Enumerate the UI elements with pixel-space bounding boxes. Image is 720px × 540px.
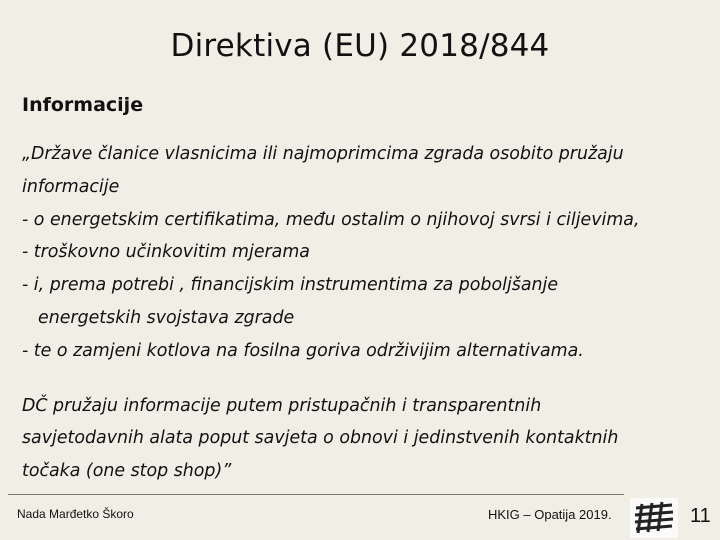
bullet-line: - o energetskim certifikatima, među ostalim o njihovoj svrsi i ciljevima, <box>22 209 640 230</box>
hkig-logo-icon <box>628 496 680 540</box>
bullet-line: - i, prema potrebi , financijskim instrumentima za poboljšanje <box>22 275 559 296</box>
bullet-line: - te o zamjeni kotlova na fosilna goriva održivijim alternativama. <box>22 340 584 361</box>
footer-divider <box>8 494 624 495</box>
body-line: savjetodavnih alata poput savjeta o obnovi i jedinstvenih kontaktnih <box>22 428 619 449</box>
body-text <box>22 138 712 488</box>
body-line: informacije <box>22 176 120 197</box>
footer-event: HKIG – Opatija 2019. <box>488 507 612 522</box>
bullet-line: - troškovno učinkovitim mjerama <box>22 242 310 263</box>
body-line: točaka (one stop shop)” <box>22 461 232 482</box>
page-number: 11 <box>690 505 711 527</box>
slide-title: Direktiva (EU) 2018/844 <box>170 28 550 64</box>
bullet-continuation: energetskih svojstava zgrade <box>38 307 295 328</box>
body-line: DČ pružaju informacije putem pristupačnih i transparentnih <box>22 395 542 416</box>
section-heading: Informacije <box>22 94 144 116</box>
footer-author: Nada Marđetko Škoro <box>17 507 134 521</box>
paragraph-gap <box>22 368 712 390</box>
body-line: „Države članice vlasnicima ili najmoprimcima zgrada osobito pružaju <box>22 144 624 164</box>
